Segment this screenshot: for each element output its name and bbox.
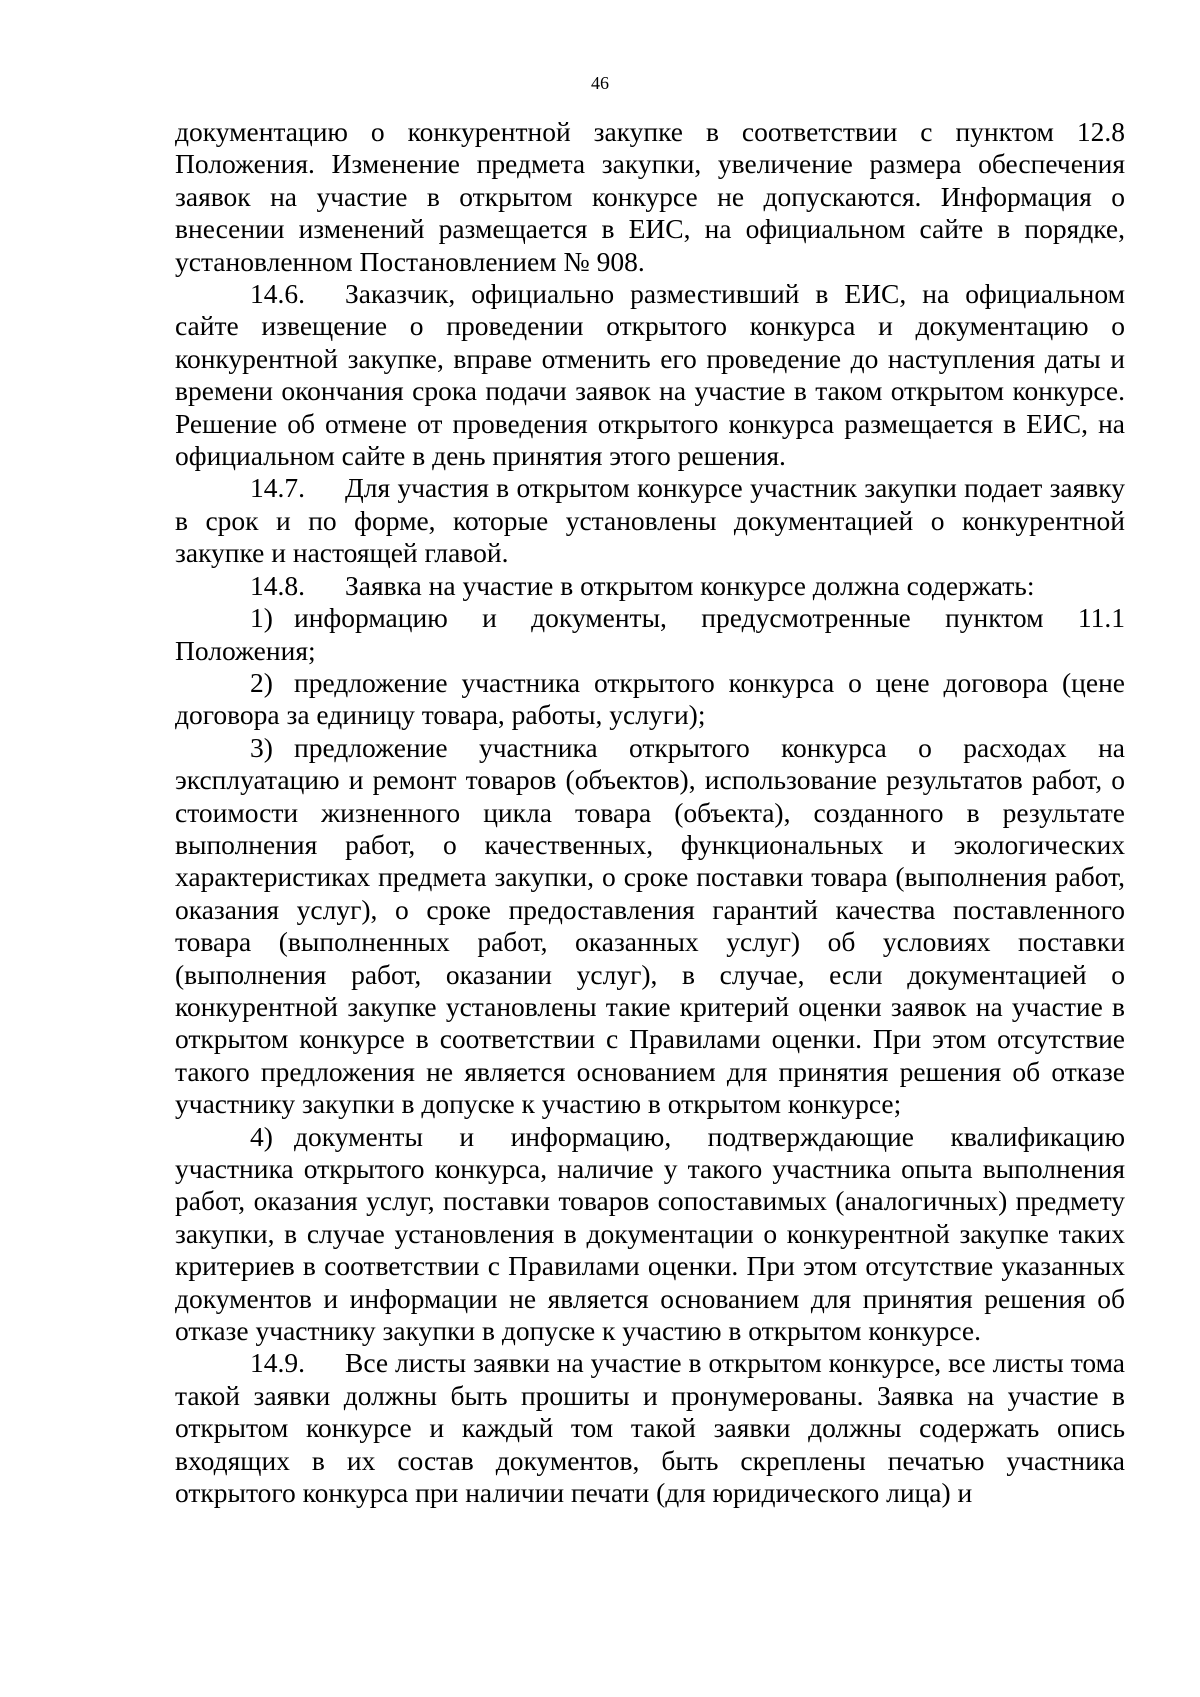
paragraph-text: Все листы заявки на участие в открытом конкурсе, все листы тома такой заявки должны быть прошиты и пронумерованы. Заявка на участие в открытом конкурсе и каждый том такой заявки должны содержать опись входящих в их состав документов, быть скреплены печатью участника открытого конкурса при наличии печати (для юридического лица) и [175, 1347, 1125, 1509]
paragraph-14-6 [175, 278, 1125, 472]
list-item-3 [175, 732, 1125, 1121]
paragraph-14-7 [175, 472, 1125, 569]
document-body [175, 116, 1125, 1509]
paragraph [175, 116, 1125, 278]
list-item-number: 3) [250, 731, 273, 763]
paragraph-text: документы и информацию, подтверждающие квалификацию участника открытого конкурса, наличие у такого участника опыта выполнения работ, оказания услуг, поставки товаров сопоставимых (аналогичных) предмету закупки, в случае установления в документации о конкурентной закупке таких критериев в соответствии с Правилами оценки. При этом отсутствие указанных документов и информации не является основанием для принятия решения об отказе участнику закупки в допуске к участию в открытом конкурсе. [175, 1120, 1125, 1347]
clause-number: 14.7. [250, 472, 305, 504]
page-number: 46 [591, 73, 609, 93]
list-item-4 [175, 1121, 1125, 1348]
list-item-2 [175, 667, 1125, 732]
paragraph-text: информацию и документы, предусмотренные пунктом 11.1 Положения; [175, 602, 1125, 666]
paragraph-text: предложение участника открытого конкурса о расходах на эксплуатацию и ремонт товаров (объектов), использование результатов работ, о стоимости жизненного цикла товара (объекта), созданного в результате выполнения работ, о качественных, функциональных и экологических характеристиках предмета закупки, о сроке поставки товара (выполнения работ, оказания услуг), о сроке предоставления гарантий качества поставленного товара (выполненных работ, оказанных услуг) об условиях поставки (выполнения работ, оказании услуг), в случае, если документацией о конкурентной закупке установлены такие критерий оценки заявок на участие в открытом конкурсе в соответствии с Правилами оценки. При этом отсутствие такого предложения не является основанием для принятия решения об отказе участнику закупки в допуске к участию в открытом конкурсе; [175, 731, 1125, 1120]
paragraph-text: Заказчик, официально разместивший в ЕИС, на официальном сайте извещение о проведении открытого конкурса и документацию о конкурентной закупке, вправе отменить его проведение до наступления даты и времени окончания срока подачи заявок на участие в таком открытом конкурсе. Решение об отмене от проведения открытого конкурса размещается в ЕИС, на официальном сайте в день принятия этого решения. [175, 278, 1125, 472]
clause-number: 14.9. [250, 1347, 305, 1379]
paragraph-14-9 [175, 1347, 1125, 1509]
list-item-number: 4) [250, 1120, 273, 1152]
list-item-1 [175, 602, 1125, 667]
paragraph-14-8 [175, 570, 1125, 602]
paragraph-text: предложение участника открытого конкурса о цене договора (цене договора за единицу товара, работы, услуги); [175, 666, 1125, 731]
clause-number: 14.8. [250, 569, 305, 601]
paragraph-text: документацию о конкурентной закупке в соответствии с пунктом 12.8 Положения. Изменение предмета закупки, увеличение размера обеспечения заявок на участие в открытом конкурсе не допускаются. Информация о внесении изменений размещается в ЕИС, на официальном сайте в порядке, установленном Постановлением № 908. [175, 116, 1125, 277]
list-item-number: 1) [250, 602, 273, 634]
clause-number: 14.6. [250, 278, 305, 310]
paragraph-text: Заявка на участие в открытом конкурсе должна содержать: [345, 569, 1035, 601]
paragraph-text: Для участия в открытом конкурсе участник закупки подает заявку в срок и по форме, которые установлены документацией о конкурентной закупке и настоящей главой. [175, 472, 1125, 569]
list-item-number: 2) [250, 666, 273, 698]
